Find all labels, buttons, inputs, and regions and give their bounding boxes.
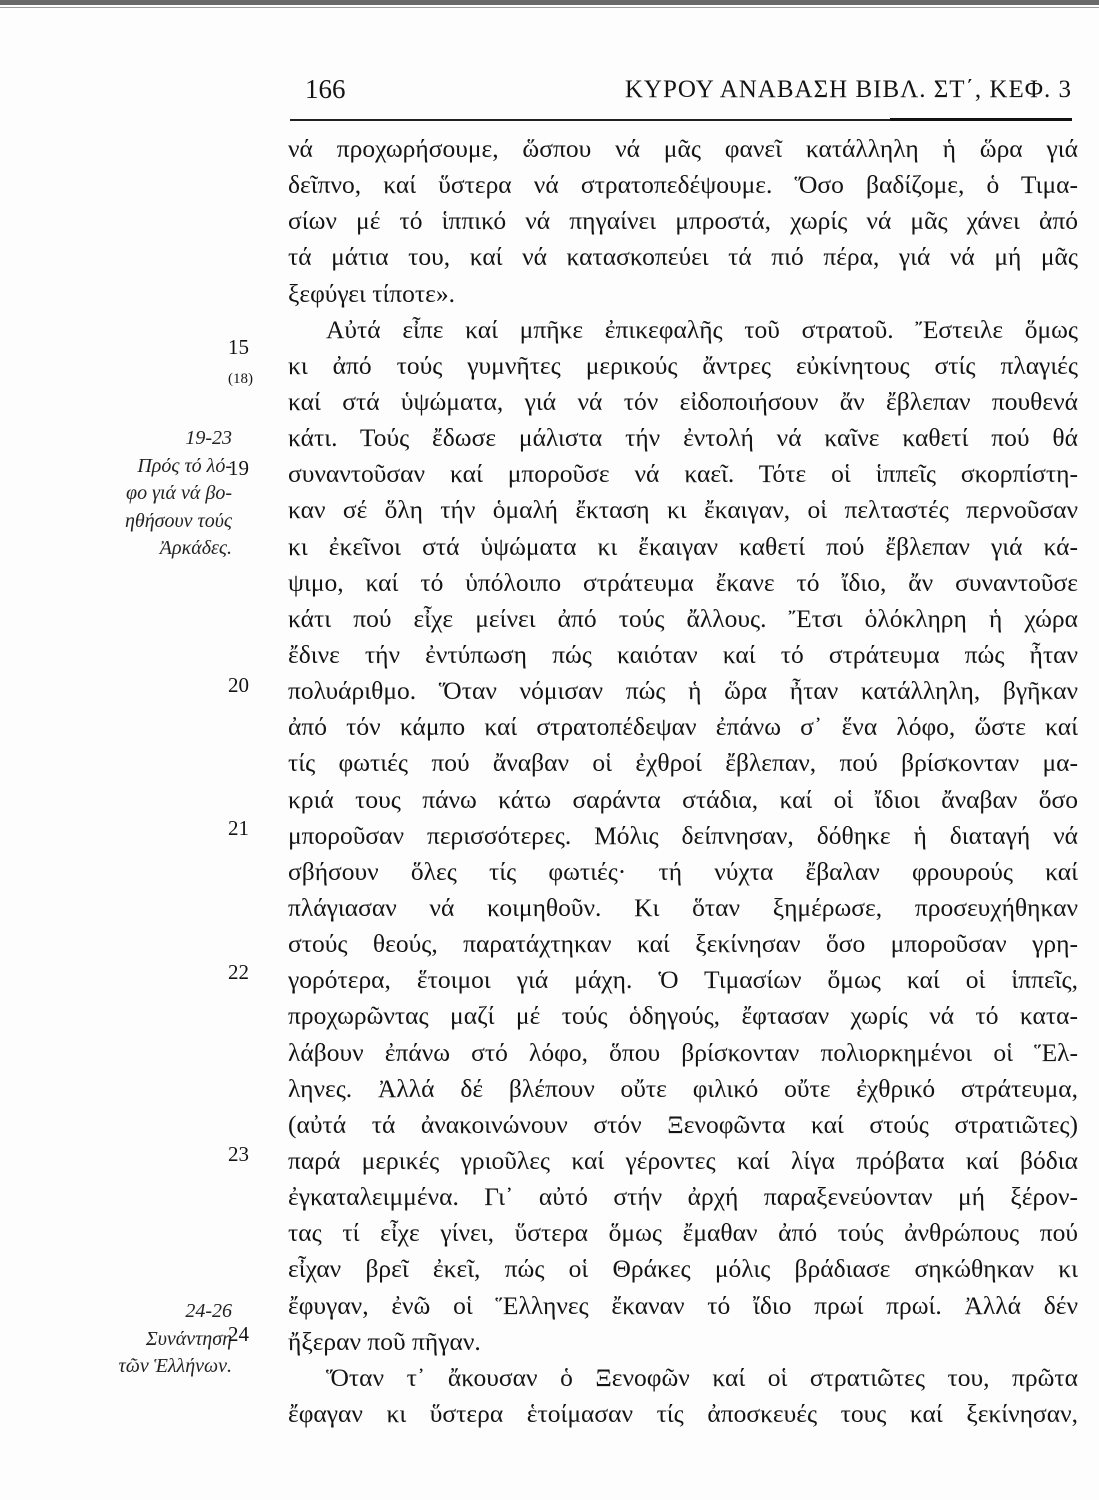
text-line: ἔφυγαν, ἐνῶ οἱ Ἕλληνες ἔκαναν τό ἴδιο πρωί πρωί. Ἀλλά δέν: [288, 1290, 1078, 1320]
text-line: Αὐτά εἶπε καί μπῆκε ἐπικεφαλῆς τοῦ στρατοῦ. Ἔστειλε ὅμως: [326, 314, 1078, 344]
margin-number-18: (18): [228, 371, 253, 387]
text-line: σίων μέ τό ἱππικό νά πηγαίνει μπροστά, χωρίς νά μᾶς χάνει ἀπό: [288, 206, 1078, 236]
text-line: κάτι. Τούς ἔδωσε μάλιστα τήν ἐντολή νά καῖνε καθετί πού θά: [288, 423, 1078, 453]
text-line: γορότερα, ἕτοιμοι γιά μάχη. Ὁ Τιμασίων ὅμως καί οἱ ἱππεῖς,: [288, 965, 1078, 995]
text-line: καί στά ὑψώματα, γιά νά τόν εἰδοποιήσουν ἄν ἔβλεπαν πουθενά: [288, 386, 1078, 416]
text-line: κάτι πού εἶχε μείνει ἀπό τούς ἄλλους. Ἔτσι ὁλόκληρη ἡ χώρα: [288, 603, 1078, 633]
top-border: [0, 0, 1099, 5]
text-line: συναντοῦσαν καί μποροῦσε νά καεῖ. Τότε οἱ ἱππεῖς σκορπίστη-: [288, 459, 1078, 489]
text-line: τας τί εἶχε γίνει, ὕστερα ὅμως ἔμαθαν ἀπό τούς ἀνθρώπους πού: [288, 1218, 1078, 1248]
side-note-line: Πρός τό λό-: [137, 454, 232, 477]
text-line: ἔδινε τήν ἐντύπωση πώς καιόταν καί τό στράτευμα πώς ἦταν: [288, 639, 1078, 669]
side-note-range: 24-26: [185, 1300, 232, 1322]
text-line: εἶχαν βρεῖ ἐκεῖ, πώς οἱ Θράκες μόλις βράδιασε σηκώθηκαν κι: [288, 1254, 1078, 1284]
margin-number-22: 22: [228, 960, 249, 984]
margin-number-20: 20: [228, 673, 249, 697]
text-line: σβήσουν ὅλες τίς φωτιές· τή νύχτα ἔβαλαν φρουρούς καί: [288, 856, 1078, 886]
running-head: ΚΥΡΟΥ ΑΝΑΒΑΣΗ ΒΙΒΛ. ΣΤ΄, ΚΕΦ. 3: [624, 76, 1072, 103]
margin-number-24: 24: [228, 1322, 249, 1346]
margin-number-21: 21: [228, 816, 249, 840]
side-note-line: Ἀρκάδες.: [159, 537, 232, 559]
margin-number-19: 19: [228, 456, 249, 480]
text-line: κι ἀπό τούς γυμνῆτες μερικούς ἄντρες εὐκίνητους στίς πλαγιές: [288, 350, 1078, 380]
text-line: ἤξεραν ποῦ πῆγαν.: [288, 1326, 481, 1356]
text-line: ξεφύγει τίποτε».: [288, 278, 456, 308]
text-line: πολυάριθμο. Ὅταν νόμισαν πώς ἡ ὥρα ἦταν κατάλληλη, βγῆκαν: [288, 676, 1078, 706]
side-note-19-23: [40, 425, 232, 563]
header-rule-thick: [890, 118, 1072, 121]
text-line: κι ἐκεῖνοι στά ὑψώματα κι ἔκαιγαν καθετί πού ἔβλεπαν γιά κά-: [288, 531, 1078, 561]
text-line: δεῖπνο, καί ὕστερα νά στρατοπεδέψουμε. Ὅσο βαδίζομε, ὁ Τιμα-: [288, 170, 1078, 200]
text-line: μποροῦσαν περισσότερες. Μόλις δείπνησαν, δόθηκε ἡ διαταγή νά: [288, 820, 1078, 850]
side-note-line: Συνάντηση: [145, 1327, 232, 1350]
side-note-line: φο γιά νά βο-: [126, 482, 232, 504]
side-note-line: τῶν Ἑλλήνων.: [118, 1355, 232, 1377]
side-note-range: 19-23: [185, 427, 232, 449]
text-line: νά προχωρήσουμε, ὥσπου νά μᾶς φανεῖ κατάλληλη ἡ ὥρα γιά: [288, 134, 1078, 163]
text-line: κριά τους πάνω κάτω σαράντα στάδια, καί οἱ ἴδιοι ἄναβαν ὅσο: [288, 784, 1078, 814]
text-line: τά μάτια του, καί νά κατασκοπεύει τά πιό πέρα, γιά νά μή μᾶς: [288, 242, 1078, 272]
text-line: ἔφαγαν κι ὕστερα ἑτοίμασαν τίς ἀποσκευές τους καί ξεκίνησαν,: [288, 1398, 1078, 1428]
text-line: Ὅταν τ᾽ ἄκουσαν ὁ Ξενοφῶν καί οἱ στρατιῶτες του, πρῶτα: [326, 1362, 1078, 1392]
side-note-line: ηθήσουν τούς: [124, 509, 232, 532]
text-line: στούς θεούς, παρατάχτηκαν καί ξεκίνησαν ὅσο μποροῦσαν γρη-: [288, 929, 1078, 959]
body-text: [288, 131, 1078, 1432]
text-line: ἀπό τόν κάμπο καί στρατοπέδεψαν ἐπάνω σ᾽ ἕνα λόφο, ὥστε καί: [288, 712, 1078, 742]
text-line: ληνες. Ἀλλά δέ βλέπουν οὔτε φιλικό οὔτε ἐχθρικό στράτευμα,: [288, 1073, 1078, 1103]
text-line: πλάγιασαν νά κοιμηθοῦν. Κι ὅταν ξημέρωσε, προσευχήθηκαν: [288, 892, 1078, 922]
side-note-24-26: [40, 1298, 232, 1381]
margin-number-23: 23: [228, 1142, 249, 1166]
text-line: παρά μερικές γριοῦλες καί γέροντες καί λίγα πρόβατα καί βόδια: [288, 1145, 1078, 1175]
page-number: 166: [305, 74, 346, 104]
text-line: ψιμο, καί τό ὑπόλοιπο στράτευμα ἔκανε τό ἴδιο, ἄν συναντοῦσε: [288, 567, 1078, 597]
text-line: λάβουν ἐπάνω στό λόφο, ὅπου βρίσκονταν πολιορκημένοι οἱ Ἕλ-: [288, 1037, 1078, 1067]
text-line: προχωρῶντας μαζί μέ τούς ὁδηγούς, ἔφτασαν χωρίς νά τό κατα-: [288, 1001, 1078, 1031]
text-line: τίς φωτιές πού ἄναβαν οἱ ἐχθροί ἔβλεπαν, πού βρίσκονταν μα-: [288, 748, 1078, 778]
text-line: ἐγκαταλειμμένα. Γι᾽ αὐτό στήν ἀρχή παραξενεύονταν μή ξέρον-: [288, 1182, 1078, 1212]
text-line: καν σέ ὅλη τήν ὁμαλή ἔκταση κι ἔκαιγαν, οἱ πελταστές περνοῦσαν: [288, 495, 1078, 525]
top-border-thin: [0, 7, 1099, 8]
text-line: (αὐτά τά ἀνακοινώνουν στόν Ξενοφῶντα καί στούς στρατιῶτες): [288, 1109, 1078, 1139]
margin-number-15: 15: [228, 335, 249, 359]
